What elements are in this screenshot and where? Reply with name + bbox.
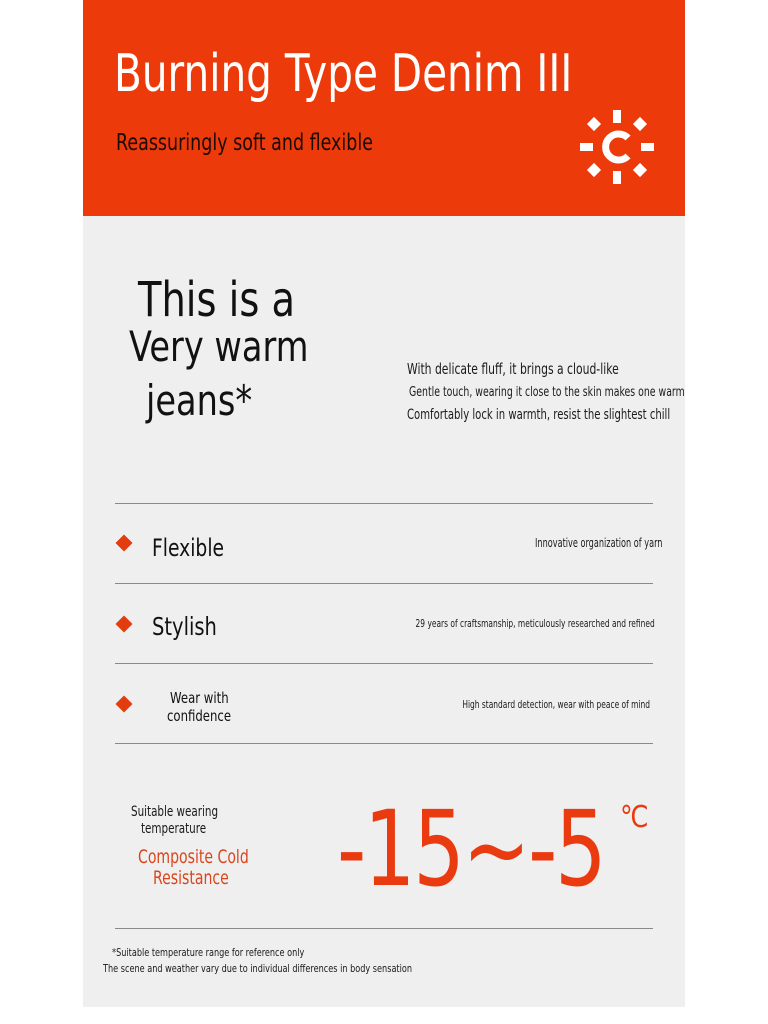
feature-description: Innovative organization of yarn: [534, 536, 662, 550]
temperature-label-line-2: temperature: [141, 821, 207, 837]
cold-resistance-tag-line-1: Composite Cold: [138, 846, 249, 868]
temperature-label-line-1: Suitable wearing: [131, 804, 219, 820]
intro-description-1: With delicate fluff, it brings a cloud-like: [407, 360, 619, 378]
divider: [115, 743, 653, 744]
product-subtitle: Reassuringly soft and flexible: [116, 130, 373, 156]
product-panel: [83, 0, 685, 1007]
divider: [115, 663, 653, 664]
intro-description-3: Comfortably lock in warmth, resist the slightest chill: [407, 407, 671, 423]
product-title: Burning Type Denim III: [114, 44, 573, 104]
intro-description-2: Gentle touch, wearing it close to the skin makes one warm: [409, 385, 685, 400]
header-banner: [83, 0, 685, 216]
feature-label: Stylish: [152, 612, 217, 641]
headline-line-2: Very warm: [129, 322, 309, 371]
feature-description: High standard detection, wear with peace of mind: [462, 698, 650, 711]
footnote-line-2: The scene and weather vary due to individual differences in body sensation: [103, 962, 413, 975]
headline-line-3: jeans*: [146, 376, 253, 425]
divider: [115, 928, 653, 929]
headline-line-1: This is a: [138, 272, 296, 328]
feature-label-line-1: Wear with: [170, 689, 229, 707]
diamond-bullet-icon: [116, 535, 133, 552]
sun-c-logo-icon: [578, 108, 656, 186]
feature-label-line-2: confidence: [167, 707, 232, 725]
footnote-line-1: *Suitable temperature range for reference only: [112, 946, 305, 959]
divider: [115, 583, 653, 584]
diamond-bullet-icon: [116, 616, 133, 633]
feature-label: Flexible: [152, 534, 225, 562]
temperature-range: -15~-5: [337, 788, 605, 910]
celsius-unit: ℃: [620, 800, 649, 835]
divider: [115, 503, 653, 504]
diamond-bullet-icon: [116, 696, 133, 713]
cold-resistance-tag-line-2: Resistance: [153, 867, 229, 889]
feature-description: 29 years of craftsmanship, meticulously researched and refined: [415, 617, 655, 630]
